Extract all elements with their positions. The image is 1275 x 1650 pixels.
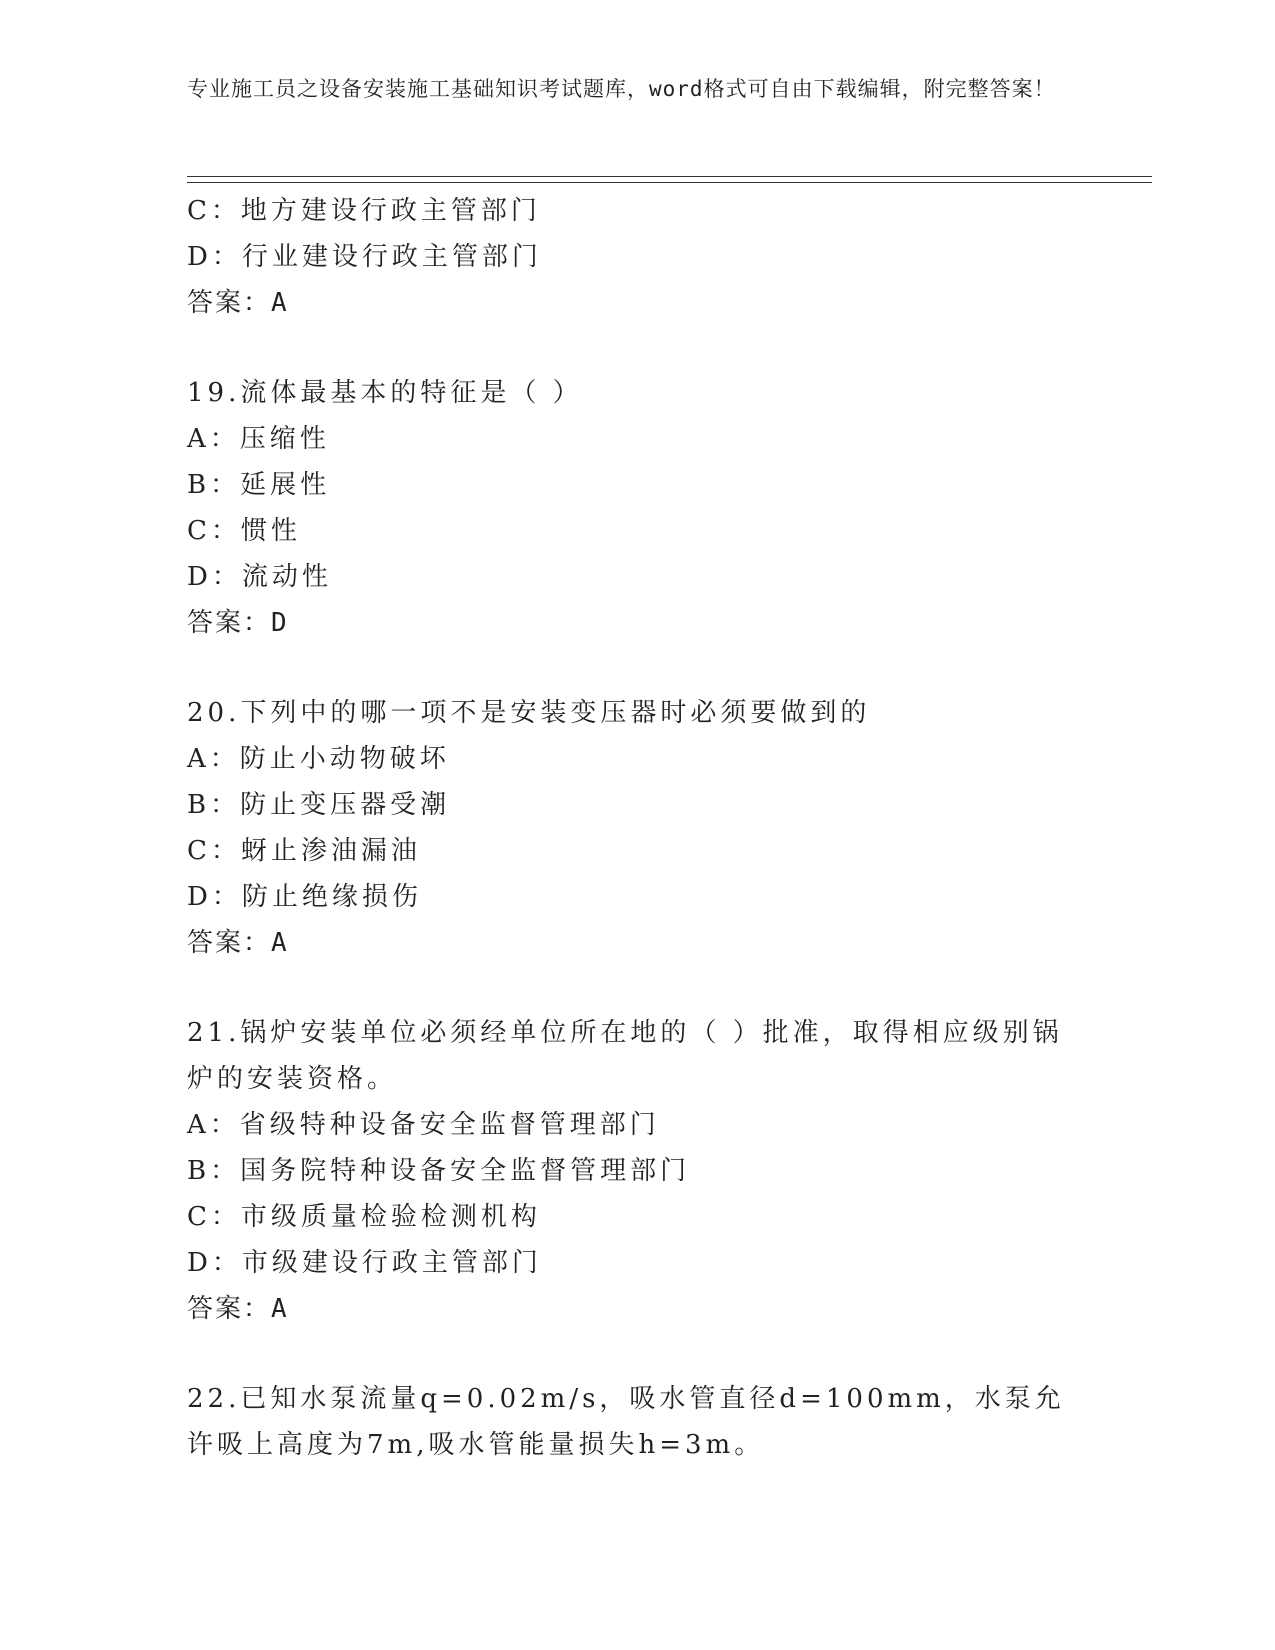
answer-value: D (271, 608, 289, 638)
option-c: C：蚜止渗油漏油 (187, 836, 421, 866)
question-text: 22.已知水泵流量q=0.02m/s，吸水管直径d=100mm，水泵允许吸上高度为7m,吸水管能量损失h=3m。 (187, 1384, 1065, 1460)
option-a: A：省级特种设备安全监督管理部门 (187, 1110, 660, 1140)
question-text: 19.流体最基本的特征是（ ） (187, 378, 583, 408)
answer-value: A (271, 928, 289, 958)
question-text: 20.下列中的哪一项不是安装变压器时必须要做到的 (187, 698, 871, 728)
answer-line (187, 600, 1087, 646)
question-21 (187, 1010, 1087, 1332)
option-d: D：防止绝缘损伤 (187, 882, 422, 912)
answer-value: A (271, 288, 289, 318)
option-d: D：行业建设行政主管部门 (187, 242, 542, 272)
document-header (187, 72, 1067, 106)
option-a: A：压缩性 (187, 424, 330, 454)
answer-line (187, 280, 1087, 326)
question-19 (187, 370, 1087, 646)
option-b: B：延展性 (187, 470, 331, 500)
option-d: D：流动性 (187, 562, 332, 592)
answer-label: 答案： (187, 1294, 272, 1324)
answer-label: 答案： (187, 608, 272, 638)
answer-line (187, 1286, 1087, 1332)
header-title: 专业施工员之设备安装施工基础知识考试题库，word格式可自由下载编辑，附完整答案！ (187, 77, 1056, 101)
option-c: C：惯性 (187, 516, 301, 546)
option-d: D：市级建设行政主管部门 (187, 1248, 542, 1278)
document-body (187, 188, 1087, 1468)
answer-label: 答案： (187, 928, 272, 958)
answer-value: A (271, 1294, 289, 1324)
header-divider-bottom (187, 182, 1152, 183)
header-divider-top (187, 176, 1152, 177)
question-22 (187, 1376, 1087, 1468)
question-text: 21.锅炉安装单位必须经单位所在地的（ ）批准，取得相应级别锅炉的安装资格。 (187, 1018, 1063, 1094)
continued-question (187, 188, 1087, 326)
option-c: C：地方建设行政主管部门 (187, 196, 541, 226)
answer-label: 答案： (187, 288, 272, 318)
question-20 (187, 690, 1087, 966)
answer-line (187, 920, 1087, 966)
option-c: C：市级质量检验检测机构 (187, 1202, 541, 1232)
option-a: A：防止小动物破坏 (187, 744, 450, 774)
option-b: B：防止变压器受潮 (187, 790, 451, 820)
option-b: B：国务院特种设备安全监督管理部门 (187, 1156, 691, 1186)
